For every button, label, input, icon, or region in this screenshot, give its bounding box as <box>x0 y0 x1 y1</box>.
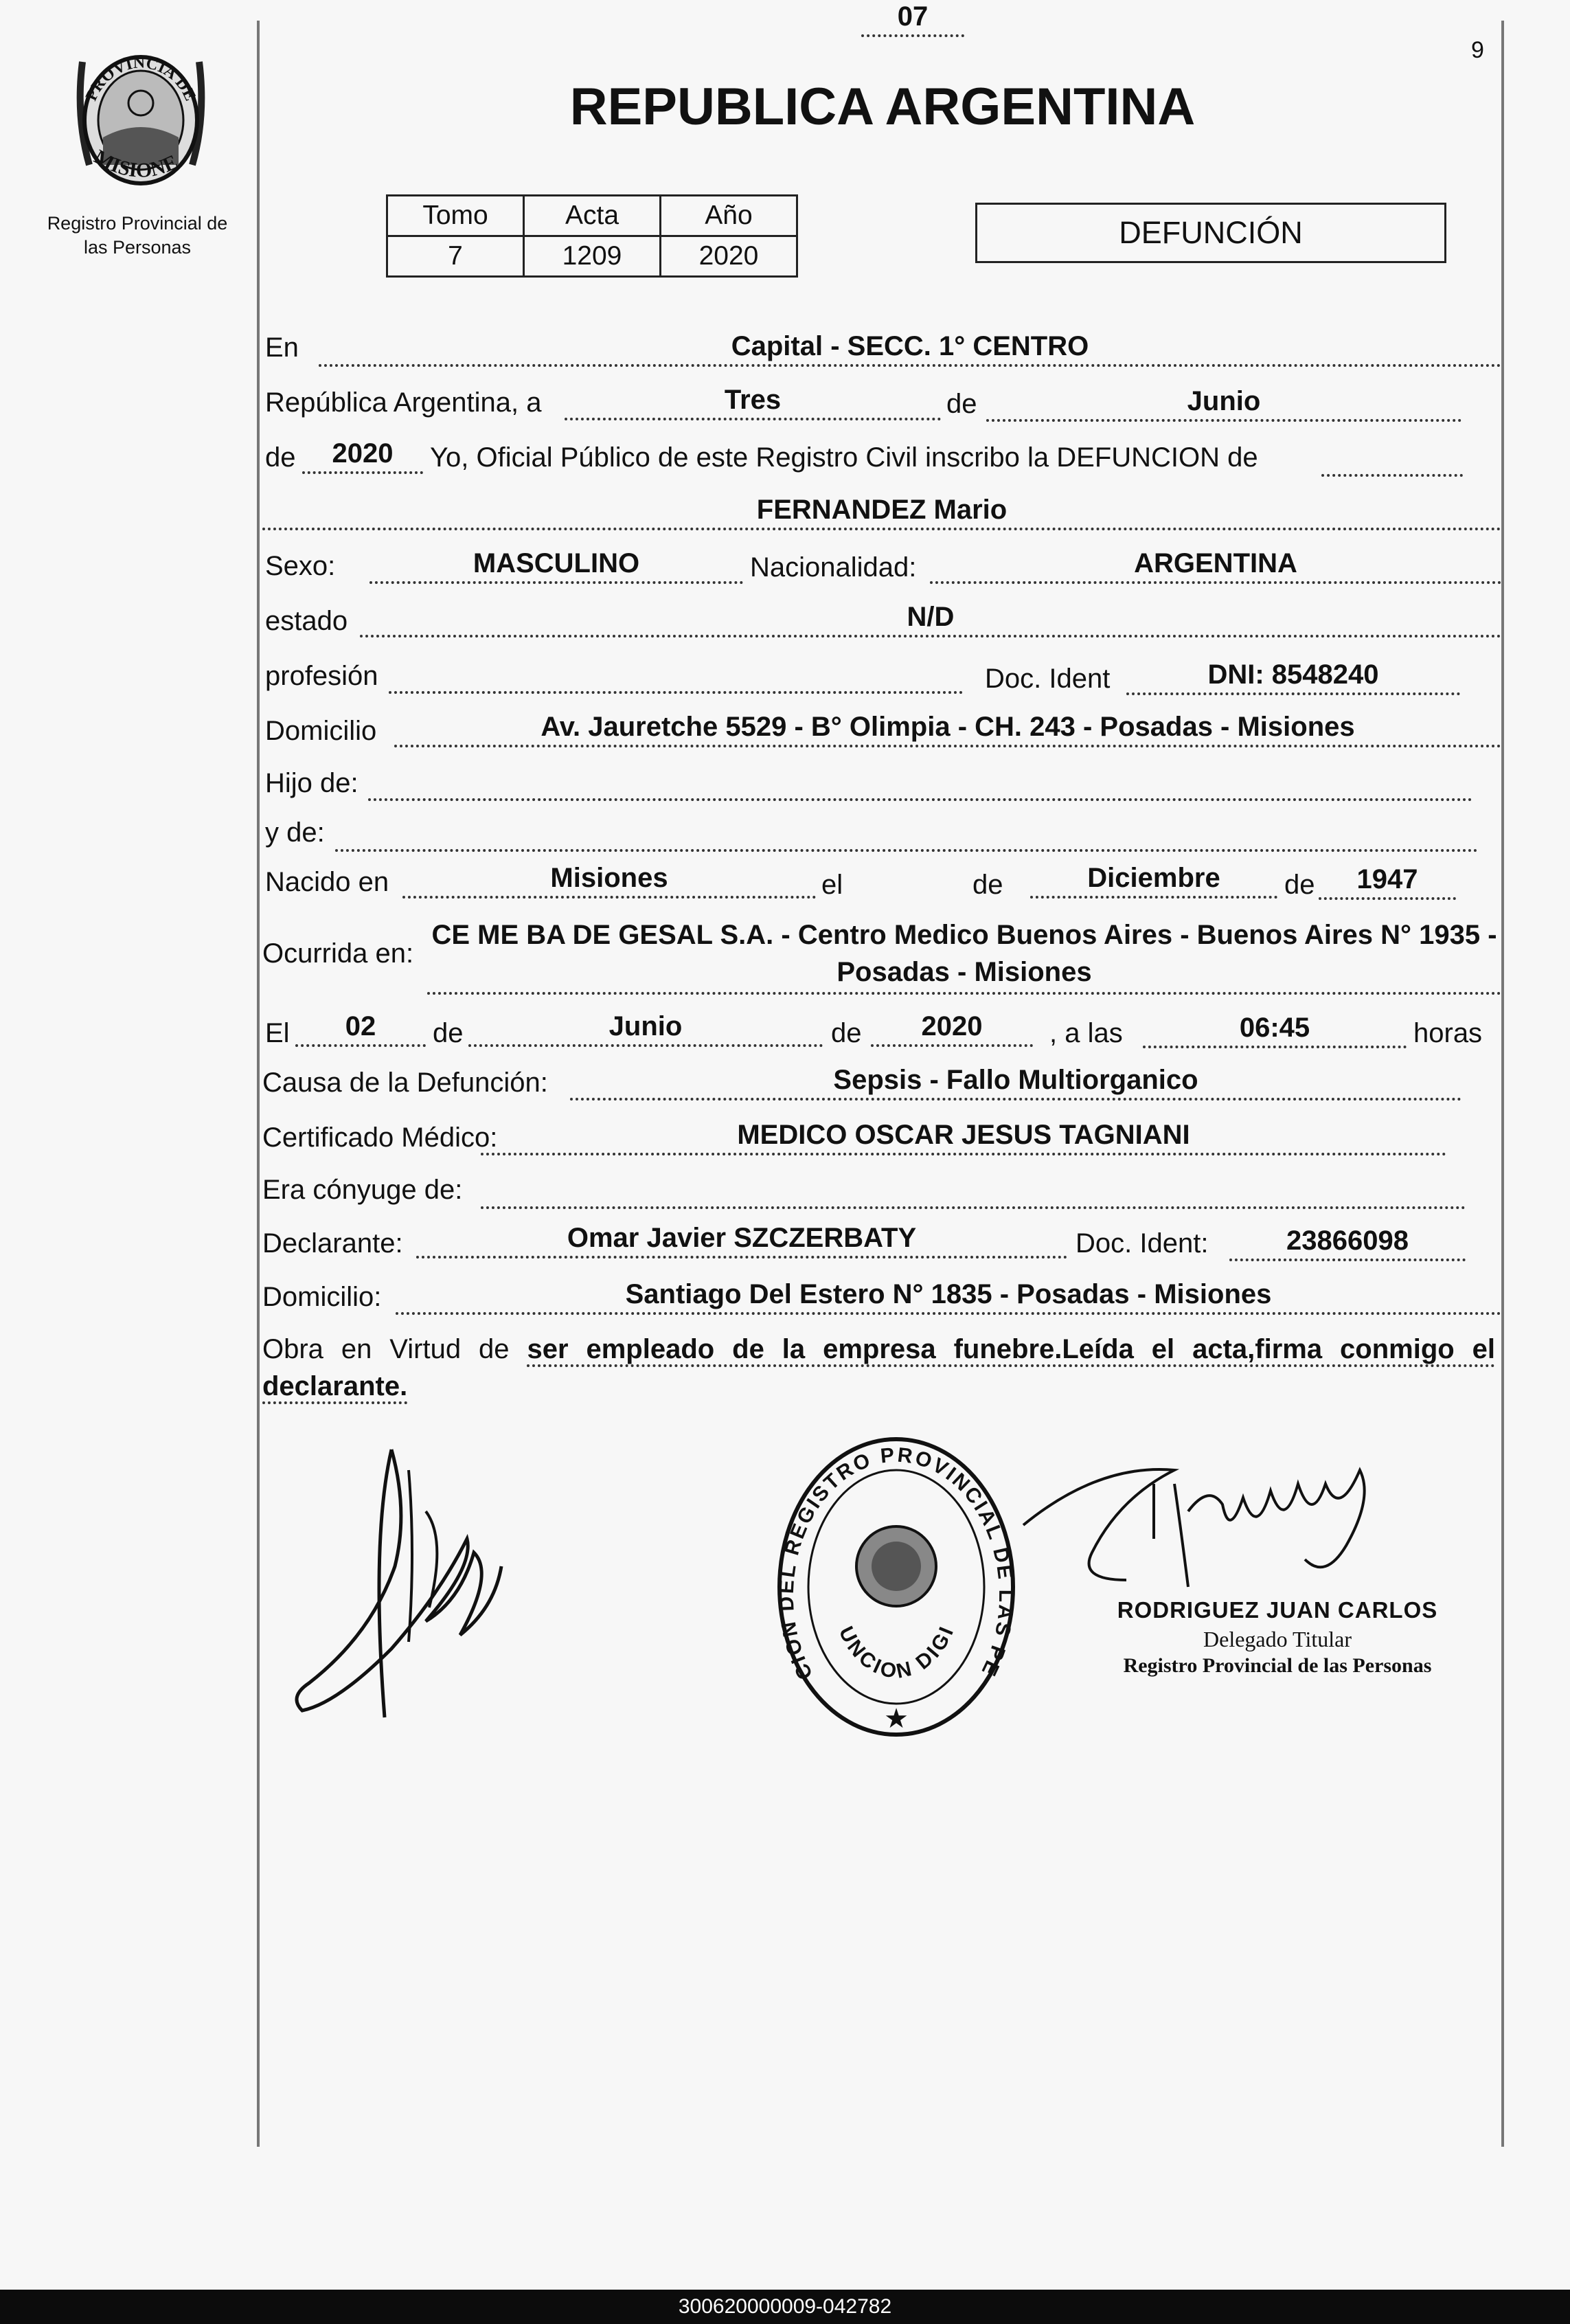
field-nac-anio: 1947 <box>1319 863 1456 900</box>
province-coat-of-arms <box>62 34 220 199</box>
logo-emblem-top-text: PROVINCIA DE <box>82 54 200 104</box>
document-id-footer: 300620000009-042782 <box>0 2290 1570 2324</box>
label-doc-ident-declarante: Doc. Ident: <box>1076 1228 1209 1259</box>
field-nacido-en: Misiones <box>402 861 816 899</box>
field-nac-mes: Diciembre <box>1030 861 1277 899</box>
label-obra: Obra en Virtud de <box>262 1334 510 1364</box>
label-de-1: de <box>946 389 977 419</box>
field-sexo: MASCULINO <box>369 547 743 584</box>
field-estado: N/D <box>360 600 1501 638</box>
field-def-anio: 2020 <box>871 1010 1033 1047</box>
label-estado: estado <box>265 606 348 636</box>
field-lugar: Capital - SECC. 1° CENTRO <box>319 330 1501 367</box>
seal-inner-text: UNCION DIGI <box>834 1621 959 1684</box>
label-el-nacimiento: el <box>821 870 843 900</box>
registry-caption-line-2: las Personas <box>83 237 192 258</box>
label-nacido-en: Nacido en <box>265 867 389 897</box>
field-conyuge <box>481 1172 1466 1209</box>
anio-header: Año <box>661 196 797 236</box>
field-dni: DNI: 8548240 <box>1126 658 1460 695</box>
seal-star-icon: ★ <box>884 1704 909 1734</box>
label-de-5: de <box>433 1018 464 1048</box>
label-a-las: , a las <box>1049 1018 1123 1048</box>
label-hijo-de: Hijo de: <box>265 768 359 798</box>
label-yo-oficial: Yo, Oficial Público de este Registro Civil inscribo la DEFUNCION de <box>430 442 1258 473</box>
field-dia-inscripcion: Tres <box>565 383 941 420</box>
document-type-box: DEFUNCIÓN <box>975 203 1446 263</box>
logo-emblem-bottom-text: MISIONE <box>90 145 181 182</box>
field-certificado: MEDICO OSCAR JESUS TAGNIANI <box>481 1118 1446 1155</box>
label-y-de: y de: <box>265 817 325 848</box>
label-conyuge: Era cónyuge de: <box>262 1175 463 1205</box>
officer-name: RODRIGUEZ JUAN CARLOS <box>1117 1597 1438 1623</box>
label-de-2: de <box>265 442 296 473</box>
officer-signature <box>1016 1443 1442 1594</box>
label-domicilio: Domicilio <box>265 716 377 746</box>
field-nac-dia: 07 <box>861 0 964 37</box>
field-def-mes: Junio <box>468 1010 823 1047</box>
field-obra: ser empleado de la empresa funebre.Leída el acta,firma conmigo el declarante. <box>262 1334 1495 1404</box>
seal-ring-text: CION DEL REGISTRO PROVINCIAL DE LAS PE <box>775 1443 1018 1684</box>
obra-en-virtud <box>262 1331 1495 1405</box>
field-def-dia: 02 <box>295 1010 426 1047</box>
field-mes-inscripcion: Junio <box>986 385 1461 422</box>
label-horas: horas <box>1413 1018 1483 1048</box>
officer-office: Registro Provincial de las Personas <box>1123 1654 1432 1677</box>
registry-caption-line-1: Registro Provincial de <box>47 213 228 234</box>
page-number: 9 <box>1471 37 1484 63</box>
label-ocurrida-en: Ocurrida en: <box>262 938 414 969</box>
label-de-4: de <box>1284 870 1315 900</box>
label-profesion: profesión <box>265 661 378 691</box>
label-certificado: Certificado Médico: <box>262 1122 498 1153</box>
label-el: El <box>265 1018 290 1048</box>
record-reference-table <box>386 194 798 278</box>
label-en: En <box>265 332 299 363</box>
field-continuation <box>1321 440 1463 477</box>
tomo-value: 7 <box>387 236 524 277</box>
label-de-3: de <box>972 870 1003 900</box>
acta-value: 1209 <box>524 236 661 277</box>
field-def-hora: 06:45 <box>1143 1011 1407 1048</box>
anio-value: 2020 <box>661 236 797 277</box>
field-nacionalidad: ARGENTINA <box>930 547 1501 584</box>
field-ocurrida-en: CE ME BA DE GESAL S.A. - Centro Medico Buenos Aires - Buenos Aires N° 1935 - Posadas - Misiones <box>427 916 1501 995</box>
label-doc-ident: Doc. Ident <box>985 664 1111 694</box>
label-nacionalidad: Nacionalidad: <box>750 552 917 583</box>
label-de-6: de <box>831 1018 862 1048</box>
field-declarante: Omar Javier SZCZERBATY <box>416 1221 1067 1259</box>
tomo-header: Tomo <box>387 196 524 236</box>
registry-seal <box>773 1429 1020 1745</box>
left-margin-rule <box>257 21 260 2147</box>
page-title: REPUBLICA ARGENTINA <box>569 78 1196 136</box>
officer-role: Delegado Titular <box>1203 1627 1352 1651</box>
field-domicilio: Av. Jauretche 5529 - B° Olimpia - CH. 243 - Posadas - Misiones <box>394 710 1501 747</box>
field-profesion <box>389 657 963 694</box>
registry-caption <box>21 212 254 260</box>
field-declarante-doc: 23866098 <box>1229 1224 1466 1261</box>
field-hijo-de <box>368 764 1472 801</box>
declarant-signature <box>288 1429 515 1724</box>
acta-header: Acta <box>524 196 661 236</box>
field-fallecido: FERNANDEZ Mario <box>262 493 1501 530</box>
label-republica: República Argentina, a <box>265 387 542 418</box>
label-domicilio-declarante: Domicilio: <box>262 1282 382 1312</box>
label-causa: Causa de la Defunción: <box>262 1068 548 1098</box>
right-margin-rule <box>1501 21 1504 2147</box>
field-y-de <box>335 815 1478 852</box>
field-causa: Sepsis - Fallo Multiorganico <box>570 1063 1461 1101</box>
label-sexo: Sexo: <box>265 551 336 581</box>
field-anio-inscripcion: 2020 <box>302 437 423 474</box>
field-declarante-domicilio: Santiago Del Estero N° 1835 - Posadas - Misiones <box>396 1278 1501 1315</box>
label-declarante: Declarante: <box>262 1228 403 1259</box>
